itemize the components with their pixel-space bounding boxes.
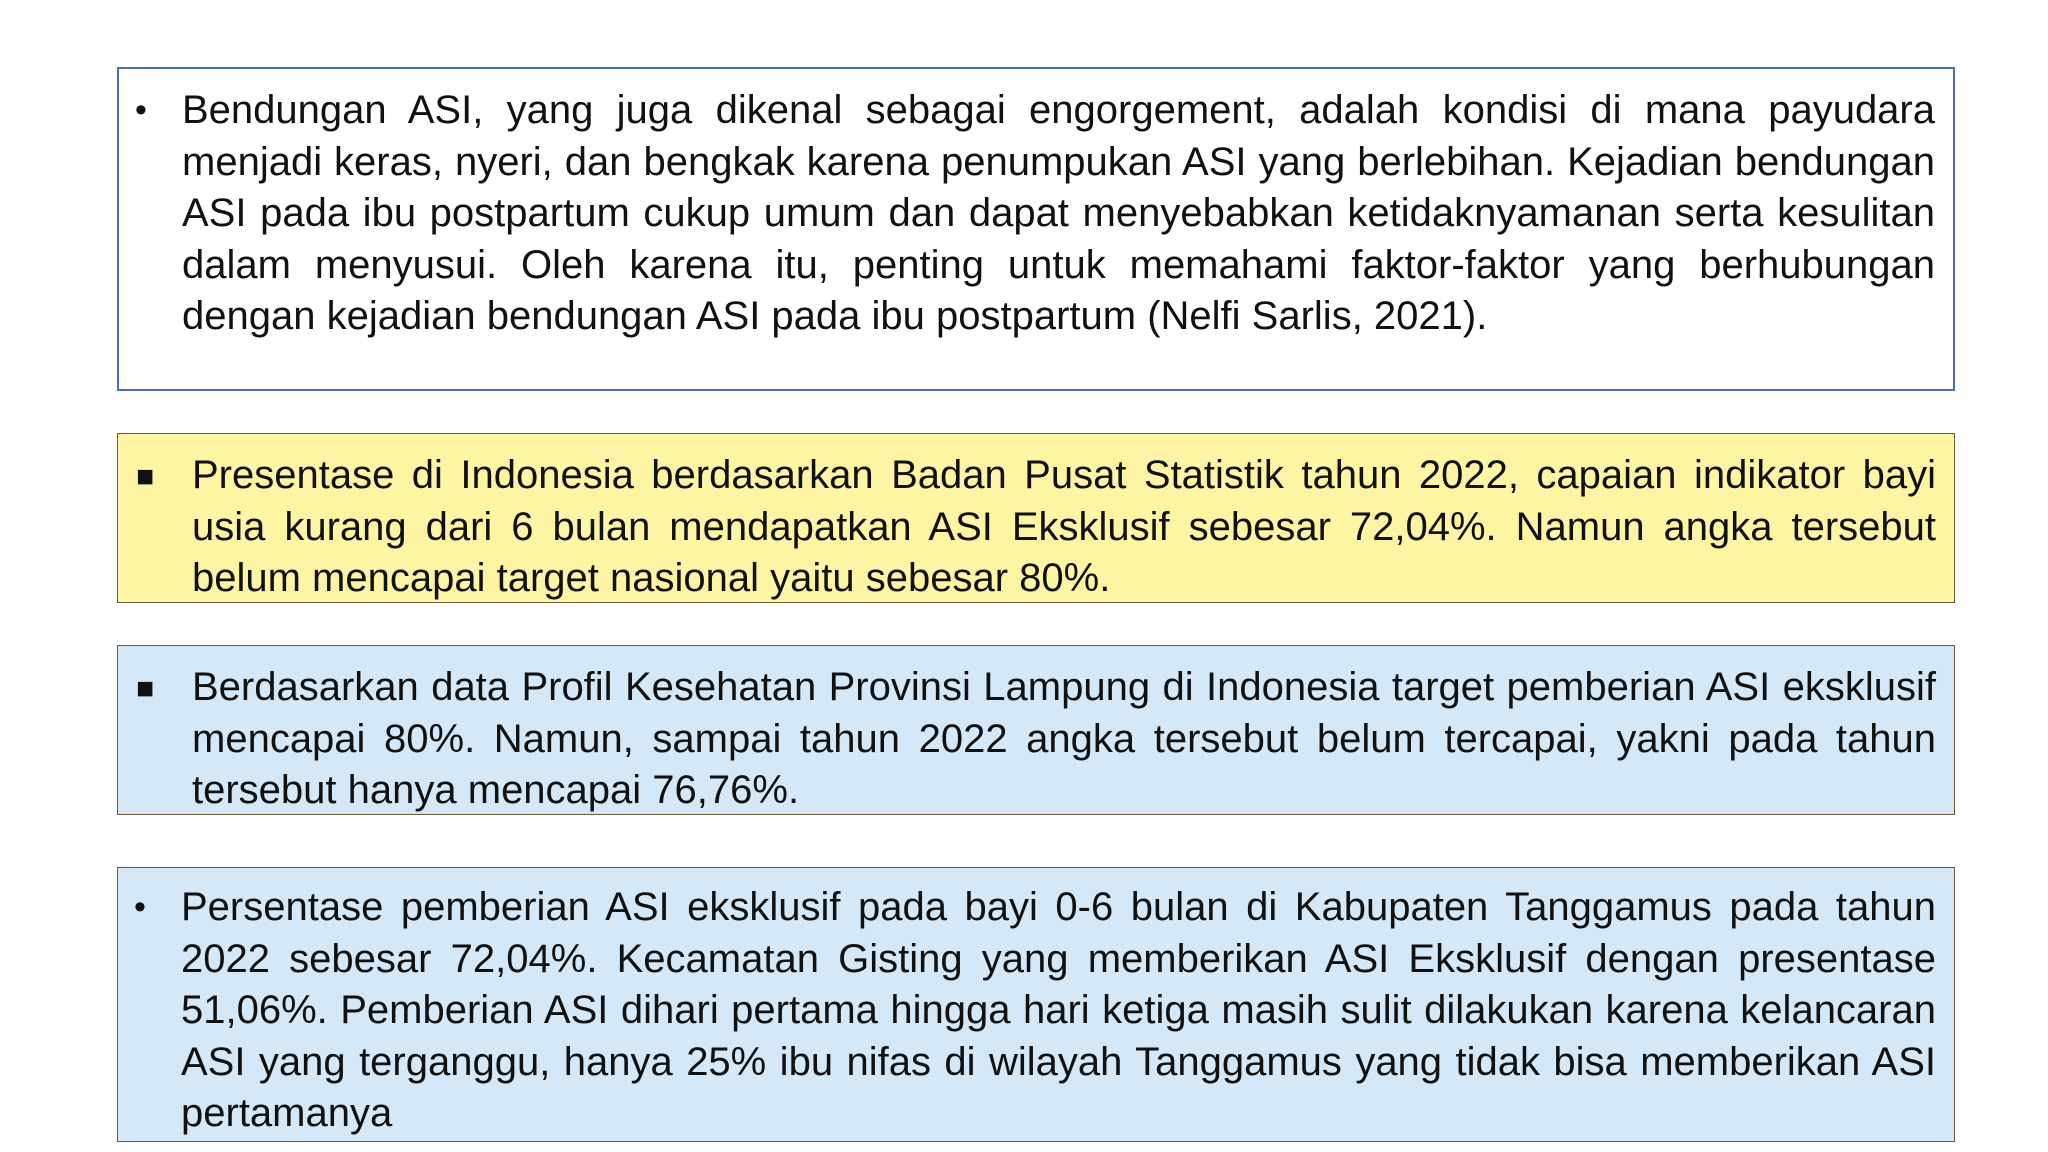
paragraph-engorgement-definition: Bendungan ASI, yang juga dikenal sebagai engorgement, adalah kondisi di mana payudara menjadi keras, nyeri, dan bengkak karena penumpukan ASI yang berlebihan. Kejadian bendungan ASI pada ibu postpartum cukup umum dan dapat menyebabkan ketidaknyamanan serta kesulitan dalam menyusui. Oleh karena itu, penting untuk memahami faktor-faktor yang berhubungan dengan kejadian bendungan ASI pada ibu postpartum (Nelfi Sarlis, 2021). (182, 88, 1935, 338)
paragraph-lampung-profile: Berdasarkan data Profil Kesehatan Provinsi Lampung di Indonesia target pemberian ASI eksklusif mencapai 80%. Namun, sampai tahun 2022 angka tersebut belum tercapai, yakni pada tahun tersebut hanya mencapai 76,76%. (192, 665, 1936, 812)
paragraph-tanggamus-data: Persentase pemberian ASI eksklusif pada bayi 0-6 bulan di Kabupaten Tanggamus pada tahun 2022 sebesar 72,04%. Kecamatan Gisting yang memberikan ASI Eksklusif dengan presentase 51,06%. Pemberian ASI dihari pertama hingga hari ketiga masih sulit dilakukan karena kelancaran ASI yang terganggu, hanya 25% ibu nifas di wilayah Tanggamus yang tidak bisa memberikan ASI pertamanya (181, 885, 1936, 1135)
paragraph-national-statistics: Presentase di Indonesia berdasarkan Badan Pusat Statistik tahun 2022, capaian indikator bayi usia kurang dari 6 bulan mendapatkan ASI Eksklusif sebesar 72,04%. Namun angka tersebut belum mencapai target nasional yaitu sebesar 80%. (192, 453, 1936, 600)
bullet-dot-icon: • (134, 888, 146, 926)
text-box-engorgement-definition (117, 67, 1955, 391)
bullet-square-icon: ■ (136, 460, 155, 493)
text-box-national-statistics (117, 433, 1955, 603)
bullet-square-icon: ■ (136, 672, 155, 705)
text-box-tanggamus-data (117, 867, 1955, 1142)
text-box-lampung-profile (117, 645, 1955, 815)
bullet-dot-icon: • (135, 91, 147, 129)
